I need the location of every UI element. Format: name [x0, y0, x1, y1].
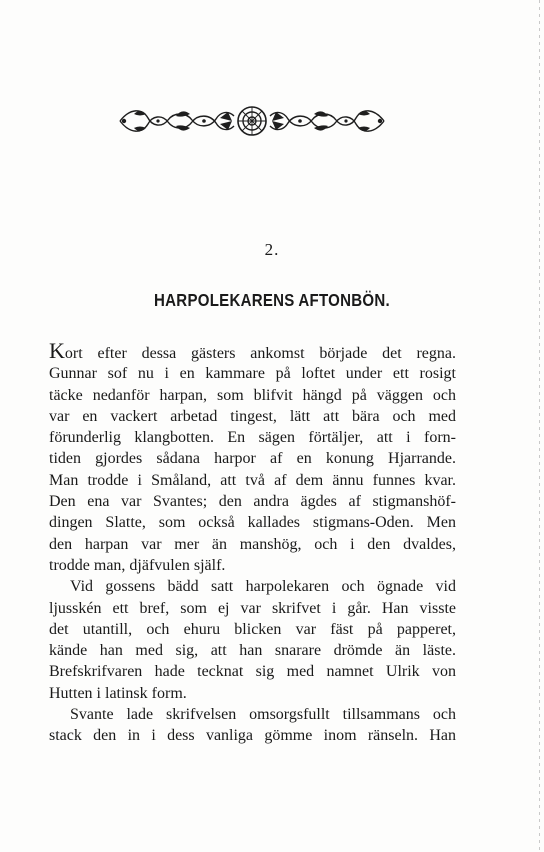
text-line-9: dingen Slatte, som också kallades stigmans-Oden. Men: [49, 514, 456, 532]
page-edge-line: [539, 0, 540, 852]
text-line-13: ljusskén ett bref, som ej var skrifvet i går. Han visste: [49, 599, 456, 617]
chapter-title: HARPOLEKARENS AFTONBÖN.: [154, 290, 390, 310]
text-line-14: det utantill, och ehuru blicken var fäst på papperet,: [49, 620, 456, 638]
text-line-19: stack den in i dess vanliga gömme inom ränseln. Han: [49, 727, 456, 745]
text-line-17: Hutten i latinsk form.: [49, 684, 187, 702]
text-line-18: Svante lade skrifvelsen omsorgsfullt tillsammans och: [70, 706, 456, 724]
text-line-2: Gunnar sof nu i en kammare på loftet under ett rosigt: [49, 365, 456, 383]
chapter-body-text: [49, 338, 456, 747]
text-line-7: Man trodde i Småland, att två af dem ännu funnes kvar.: [49, 471, 456, 489]
text-line-3: täcke nedanför harpan, som blifvit hängd på väggen och: [49, 386, 456, 404]
text-line-8: Den ena var Svantes; den andra ägdes af stigmanshöf-: [49, 493, 456, 511]
text-line-16: Brefskrifvaren hade tecknat sig med namnet Ulrik von: [49, 663, 456, 681]
text-line-6: tiden gjordes sådana harpor af en konung Hjarrande.: [49, 450, 456, 468]
text-line-11: trodde man, djäfvulen själf.: [49, 556, 226, 574]
chapter-number: 2.: [264, 240, 280, 259]
floral-headpiece-ornament: [116, 104, 388, 138]
text-line-10: den harpan var mer än manshög, och i den dvaldes,: [49, 535, 456, 553]
text-line-5: förunderlig klangbotten. En sägen förtäljer, att i forn-: [49, 429, 456, 447]
drop-cap-letter: K: [49, 338, 65, 363]
text-line-1-rest: ort efter dessa gästers ankomst började det regna.: [64, 345, 456, 362]
text-line-12: Vid gossens bädd satt harpolekaren och ögnade vid: [70, 578, 456, 596]
text-line-4: var en vackert arbetad tingest, lätt att bära och med: [49, 407, 456, 425]
text-line-15: kände han med sig, att han snarare drömde än läste.: [49, 642, 456, 660]
text-line-1: [49, 338, 456, 363]
